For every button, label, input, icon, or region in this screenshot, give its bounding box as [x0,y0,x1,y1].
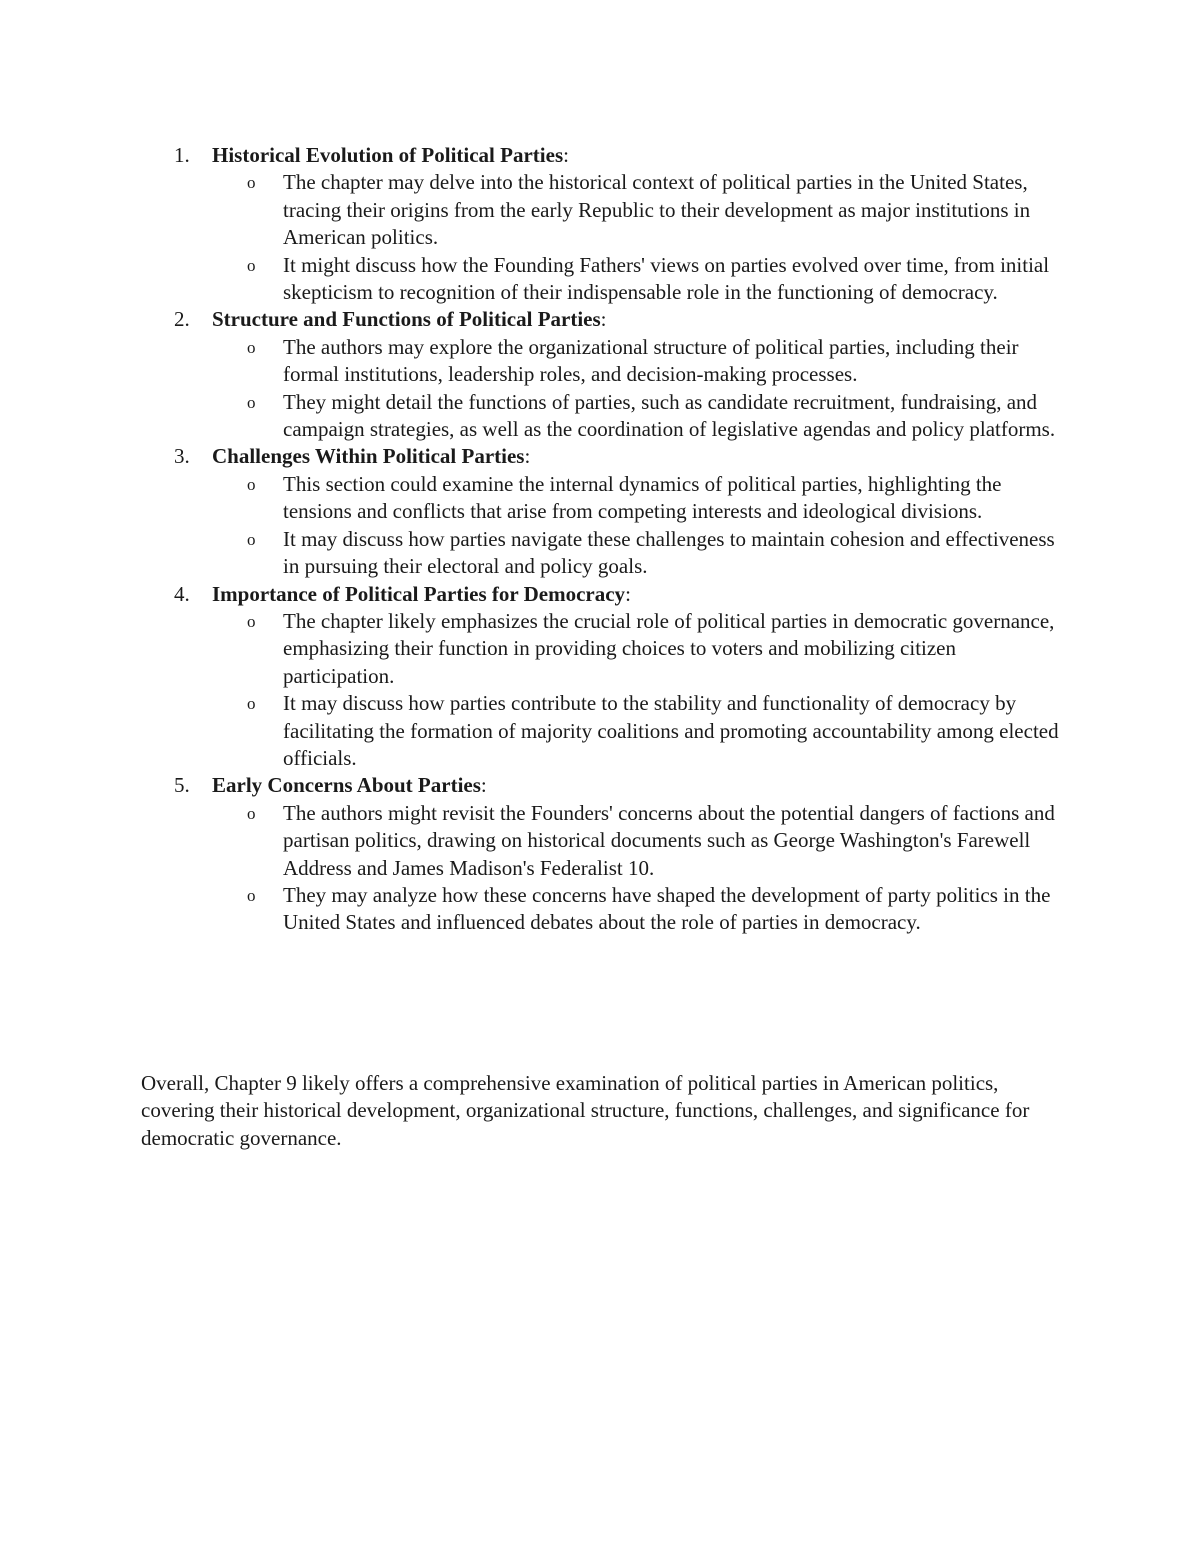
bullet-text: The chapter likely emphasizes the crucial role of political parties in democratic governance, emphasizing their function in providing choices to voters and mobilizing citizen participation. [283,608,1055,688]
section-title: Importance of Political Parties for Democracy [212,581,626,606]
bullet-item [0,471,1063,526]
section-title: Early Concerns About Parties [212,773,481,798]
section-heading [0,142,1072,169]
circle-bullet-icon: o [247,392,256,412]
section-heading [0,443,1072,470]
outline-section [0,306,1200,443]
summary-paragraph: Overall, Chapter 9 likely offers a comprehensive examination of political parties in American politics, covering their historical development, organizational structure, functions, challenges, and significance for democratic governance. [141,1071,1030,1150]
bullet-text: It may discuss how parties contribute to the stability and functionality of democracy by facilitating the formation of majority coalitions and promoting accountability among elected officials. [283,691,1059,770]
section-colon: : [524,444,531,469]
bullet-text: It may discuss how parties navigate these challenges to maintain cohesion and effectiveness in pursuing their electoral and policy goals. [283,526,1055,579]
bullet-item [0,690,1063,772]
bullet-text: The authors might revisit the Founders' concerns about the potential dangers of factions and partisan politics, drawing on historical documents such as George Washington's Farewell Address and James Madison's Federalist 10. [283,800,1055,880]
section-number: 4. [174,581,190,606]
bullet-item [0,526,1063,581]
bullet-item [0,169,1063,251]
bullet-text: It might discuss how the Founding Fathers' views on parties evolved over time, from initial skepticism to recognition of their indispensable role in the functioning of democracy. [283,252,1050,305]
bullet-item [0,389,1063,444]
bullet-text: They might detail the functions of parties, such as candidate recruitment, fundraising, and campaign strategies, as well as the coordination of legislative agendas and policy platforms. [283,389,1056,442]
section-colon: : [563,143,569,167]
outline-section [0,581,1200,773]
bullet-text: They may analyze how these concerns have shaped the development of party politics in the United States and influenced debates about the role of parties in democracy. [283,882,1051,935]
numbered-outline [0,142,1200,937]
circle-bullet-icon: o [247,803,256,823]
section-colon: : [480,773,487,798]
section-colon: : [625,581,631,606]
section-heading [0,306,1072,333]
circle-bullet-icon: o [247,885,256,905]
bullet-item [0,608,1063,690]
circle-bullet-icon: o [247,337,256,357]
section-number: 1. [174,143,190,167]
bullet-text: The chapter may delve into the historical context of political parties in the United States, tracing their origins from the early Republic to their development as major institutions in American politics. [283,170,1031,250]
bullet-item [0,882,1063,937]
bullet-item [0,334,1063,389]
section-heading [0,581,1072,608]
outline-section [0,142,1200,306]
section-title: Structure and Functions of Political Parties [212,307,601,332]
bullet-list [0,800,1200,937]
section-title: Challenges Within Political Parties [212,444,525,469]
circle-bullet-icon: o [247,694,256,714]
section-colon: : [600,307,607,332]
bullet-list [0,334,1200,444]
circle-bullet-icon: o [247,173,256,193]
bullet-list [0,608,1200,772]
bullet-item [0,252,1063,307]
circle-bullet-icon: o [247,611,256,631]
circle-bullet-icon: o [247,255,256,275]
circle-bullet-icon: o [247,529,256,549]
section-heading [0,772,1072,799]
section-number: 3. [174,444,190,469]
outline-section [0,772,1200,936]
bullet-list [0,169,1200,306]
section-number: 2. [174,307,190,332]
bullet-text: This section could examine the internal dynamics of political parties, highlighting the tensions and conflicts that arise from competing interests and ideological divisions. [283,471,1002,524]
section-number: 5. [174,773,190,798]
bullet-item [0,800,1063,882]
bullet-list [0,471,1200,581]
outline-section [0,443,1200,580]
circle-bullet-icon: o [247,474,256,494]
bullet-text: The authors may explore the organizational structure of political parties, including their formal institutions, leadership roles, and decision-making processes. [283,334,1019,387]
section-title: Historical Evolution of Political Parties [212,143,564,167]
